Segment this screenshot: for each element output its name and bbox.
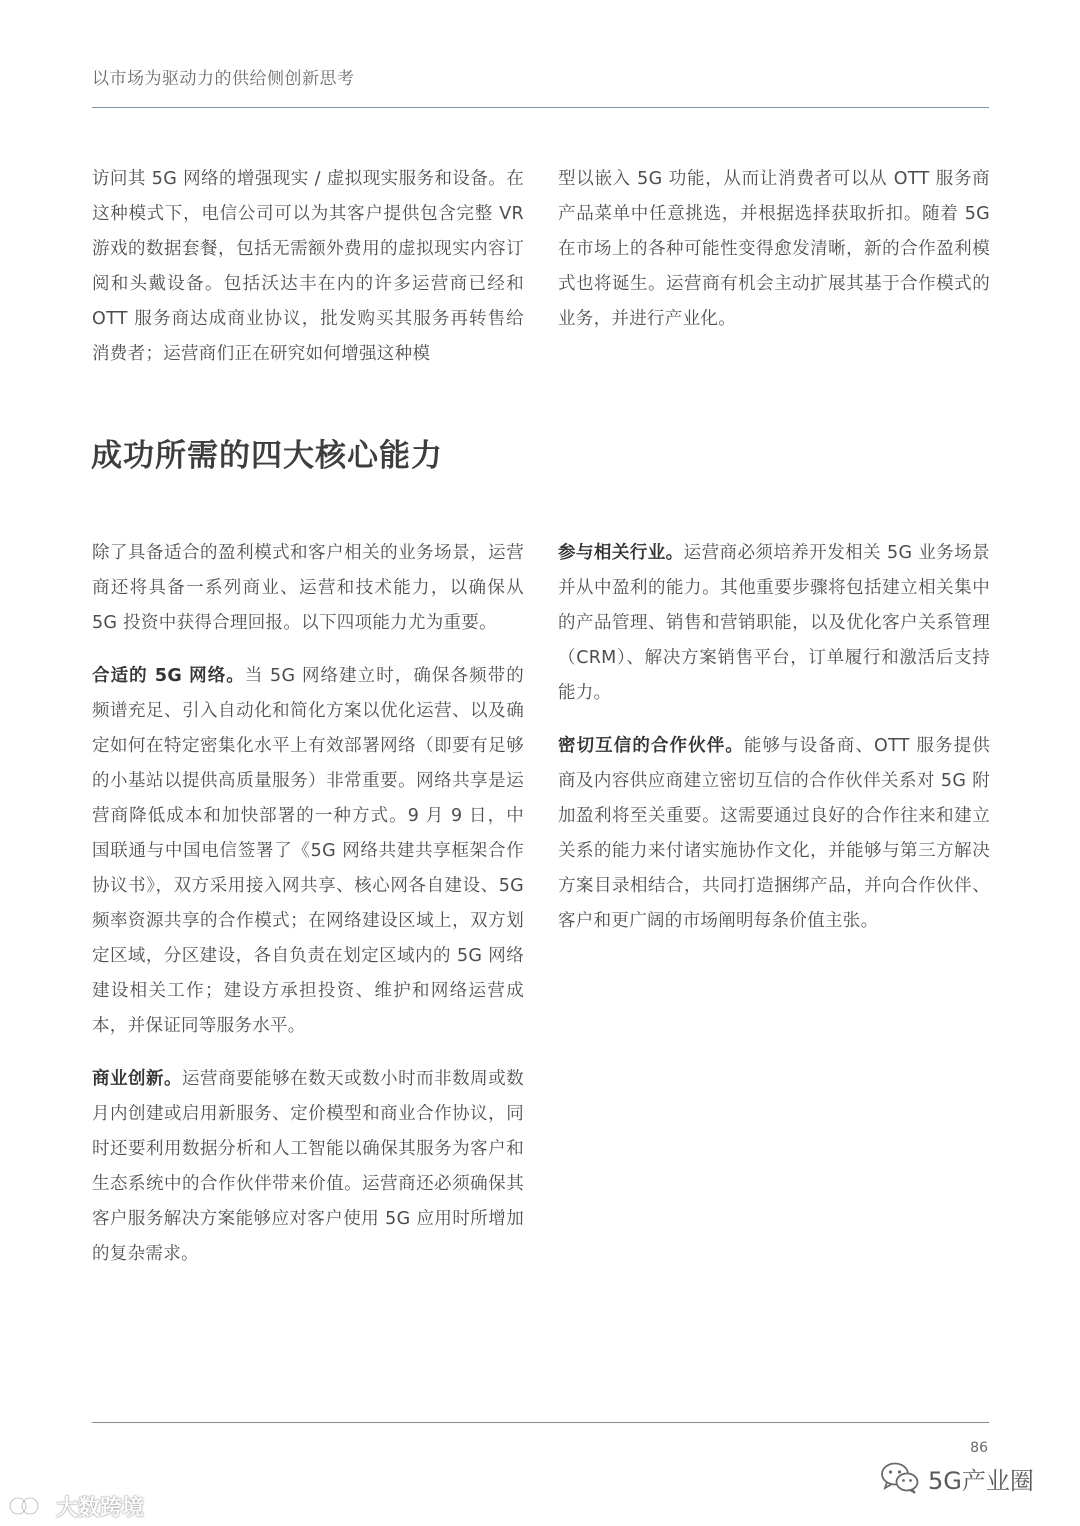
main-left-column: [92, 536, 524, 1272]
capability-body: 运营商要能够在数天或数小时而非数周或数月内创建或启用新服务、定价模型和商业合作协议，同时还要利用数据分析和人工智能以确保其服务为客户和生态系统中的合作伙伴带来价值。运营商还必须确保其客户服务解决方案能够应对客户使用 5G 应用时所增加的复杂需求。: [92, 1069, 524, 1264]
capability-industry: [558, 536, 990, 711]
capability-body: 能够与设备商、OTT 服务提供商及内容供应商建立密切互信的合作伙伴关系对 5G 附加盈利将至关重要。这需要通过良好的合作往来和建立关系的能力来付诸实施协作文化，并能够与第三方解决方案目录相结合，共同打造捆绑产品，并向合作伙伴、客户和更广阔的市场阐明每条价值主张。: [558, 736, 990, 931]
footer-divider: [92, 1422, 989, 1423]
main-right-column: [558, 536, 990, 939]
top-left-column: [92, 162, 524, 372]
logo-icon: [8, 1492, 50, 1520]
top-right-paragraph: 型以嵌入 5G 功能，从而让消费者可以从 OTT 服务商产品菜单中任意挑选，并根据选择获取折扣。随着 5G 在市场上的各种可能性变得愈发清晰，新的合作盈利模式也将诞生。运营商有机会主动扩展其基于合作模式的业务，并进行产业化。: [558, 169, 990, 329]
section-title: 成功所需的四大核心能力: [91, 438, 443, 474]
capability-partners: [558, 729, 990, 939]
capability-lead: 合适的 5G 网络。: [92, 666, 245, 686]
watermark-left: [8, 1490, 144, 1522]
capability-lead: 商业创新。: [92, 1069, 183, 1089]
top-right-column: [558, 162, 990, 337]
header-divider: [92, 107, 989, 108]
top-left-paragraph: 访问其 5G 网络的增强现实 / 虚拟现实服务和设备。在这种模式下，电信公司可以为其客户提供包含完整 VR 游戏的数据套餐，包括无需额外费用的虚拟现实内容订阅和头戴设备。包括沃达丰在内的许多运营商已经和 OTT 服务商达成商业协议，批发购买其服务再转售给消费者；运营商们正在研究如何增强这种模: [92, 169, 524, 364]
wechat-icon: [880, 1461, 920, 1495]
page-number: 86: [970, 1440, 988, 1456]
watermark-left-text: 大数跨境: [56, 1495, 145, 1521]
capability-network: [92, 659, 524, 1044]
watermark-right-text: 5G产业圈: [928, 1466, 1034, 1495]
watermark-right: [880, 1458, 1034, 1498]
capability-body: 运营商必须培养开发相关 5G 业务场景并从中盈利的能力。其他重要步骤将包括建立相关集中的产品管理、销售和营销职能，以及优化客户关系管理（CRM）、解决方案销售平台，订单履行和激活后支持能力。: [558, 543, 990, 703]
intro-paragraph: 除了具备适合的盈利模式和客户相关的业务场景，运营商还将具备一系列商业、运营和技术能力，以确保从 5G 投资中获得合理回报。以下四项能力尤为重要。: [92, 543, 524, 633]
capability-lead: 密切互信的合作伙伴。: [558, 736, 744, 756]
running-header: 以市场为驱动力的供给侧创新思考: [92, 69, 355, 89]
capability-lead: 参与相关行业。: [558, 543, 684, 563]
capability-body: 当 5G 网络建立时，确保各频带的频谱充足、引入自动化和简化方案以优化运营、以及确定如何在特定密集化水平上有效部署网络（即要有足够的小基站以提供高质量服务）非常重要。网络共享是运营商降低成本和加快部署的一种方式。9 月 9 日，中国联通与中国电信签署了《5G 网络共建共享框架合作协议书》，双方采用接入网共享、核心网各自建设、5G 频率资源共享的合作模式；在网络建设区域上，双方划定区域，分区建设，各自负责在划定区域内的 5G 网络建设相关工作；建设方承担投资、维护和网络运营成本，并保证同等服务水平。: [92, 666, 524, 1036]
capability-business-innovation: [92, 1062, 524, 1272]
